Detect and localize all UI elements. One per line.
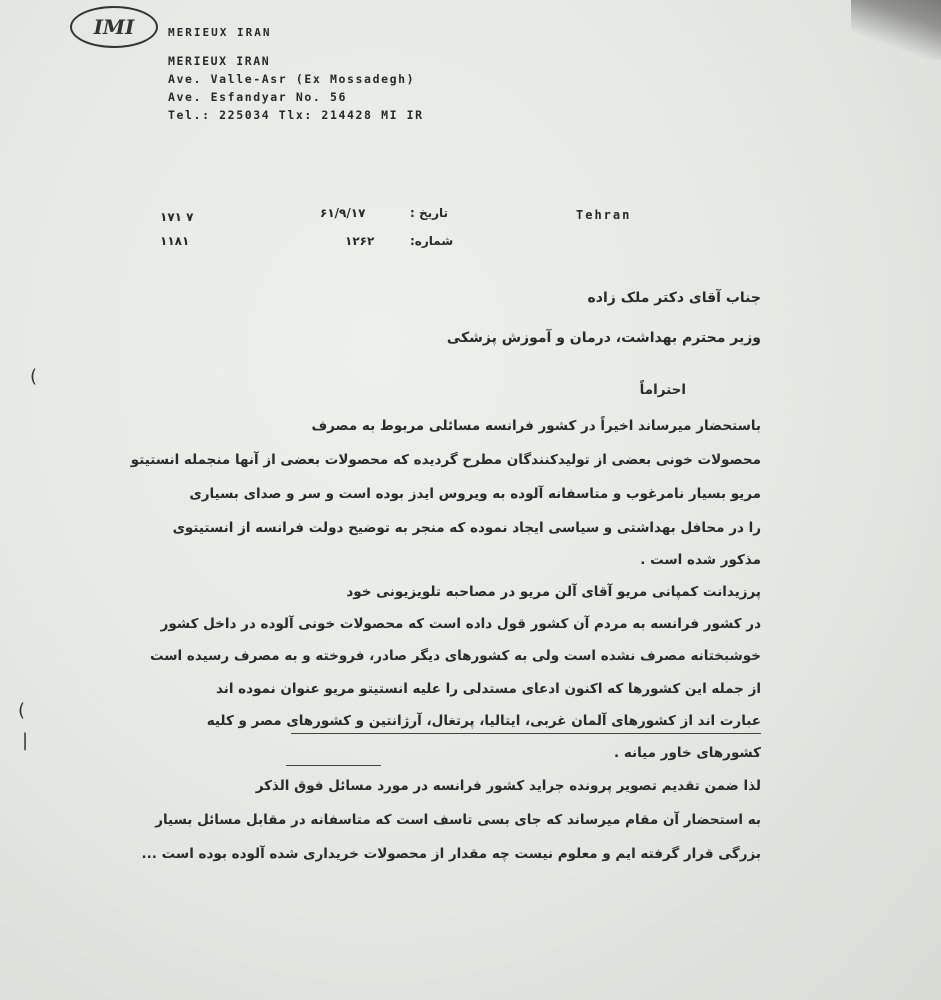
- body-line: در کشور فرانسه به مردم آن کشور قول داده است که محصولات خونی آلوده در داخل کشور: [160, 616, 761, 632]
- body-line: مریو بسیار نامرغوب و متاسفانه آلوده به ویروس ایدز بوده است و سر و صدای بسیاری: [189, 486, 761, 502]
- company-logo: [70, 6, 158, 48]
- body-line: خوشبختانه مصرف نشده است ولی به کشورهای دیگر صادر، فروخته و به مصرف رسیده است: [149, 648, 761, 664]
- contact-line: Tel.: 225034 Tlx: 214428 MI IR: [168, 108, 424, 122]
- body-line: باستحضار میرساند اخیراً در کشور فرانسه مسائلی مربوط به مصرف: [311, 418, 761, 434]
- page-shadow: [851, 0, 941, 60]
- body-line: مذکور شده است .: [640, 552, 761, 568]
- address-line-1: Ave. Valle-Asr (Ex Mossadegh): [168, 72, 416, 86]
- underline-countries: [291, 733, 761, 734]
- salutation: احتراماً: [639, 382, 686, 398]
- margin-mark: |: [22, 730, 29, 751]
- body-line: از جمله این کشورها که اکنون ادعای مستدلی را علیه انستیتو مریو عنوان نموده اند: [215, 681, 761, 697]
- body-line: بزرگی قرار گرفته ایم و معلوم نیست چه مقدار از محصولات خریداری شده آلوده بوده است ...: [141, 846, 761, 862]
- company-name: MERIEUX IRAN: [168, 54, 271, 68]
- margin-mark: (: [30, 366, 38, 387]
- underline-middle-east: [286, 765, 381, 766]
- city: Tehran: [576, 208, 632, 222]
- reference-1: ۷ ۱۷۱: [160, 210, 194, 224]
- company-name-header: MERIEUX IRAN: [168, 26, 272, 39]
- body-line: لذا ضمن تقدیم تصویر پرونده جراید کشور فرانسه در مورد مسائل فوق الذکر: [255, 778, 761, 794]
- recipient-name: جناب آقای دکتر ملک زاده: [587, 290, 761, 306]
- number-label: شماره:: [410, 234, 454, 248]
- margin-mark: (: [18, 700, 26, 721]
- svg-text:IMI: IMI: [93, 15, 135, 39]
- body-line: به استحضار آن مقام میرساند که جای بسی تاسف است که متاسفانه در مقابل مسائل بسیار: [155, 812, 761, 828]
- body-line: را در محافل بهداشتی و سیاسی ایجاد نموده که منجر به توضیح دولت فرانسه از انستیتوی: [172, 520, 761, 536]
- logo-mark-icon: [83, 14, 145, 40]
- reference-2: ۱۱۸۱: [160, 234, 190, 248]
- body-line: عبارت اند از کشورهای آلمان غربی، ایتالیا، پرتغال، آرژانتین و کشورهای مصر و کلیه: [206, 713, 761, 729]
- address-line-2: Ave. Esfandyar No. 56: [168, 90, 347, 104]
- recipient-title: وزیر محترم بهداشت، درمان و آموزش پزشکی: [446, 330, 761, 346]
- date-value: ۶۱/۹/۱۷: [320, 206, 366, 220]
- body-line: پرزیدانت کمپانی مریو آقای آلن مریو در مصاحبه تلویزیونی خود: [346, 584, 761, 600]
- body-line: محصولات خونی بعضی از تولیدکنندگان مطرح گردیده که محصولات بعضی از آنها منجمله انستیتو: [130, 452, 761, 468]
- number-value: ۱۲۶۲: [345, 234, 375, 248]
- date-label: تاریخ :: [410, 206, 449, 220]
- body-line: کشورهای خاور میانه .: [613, 745, 761, 761]
